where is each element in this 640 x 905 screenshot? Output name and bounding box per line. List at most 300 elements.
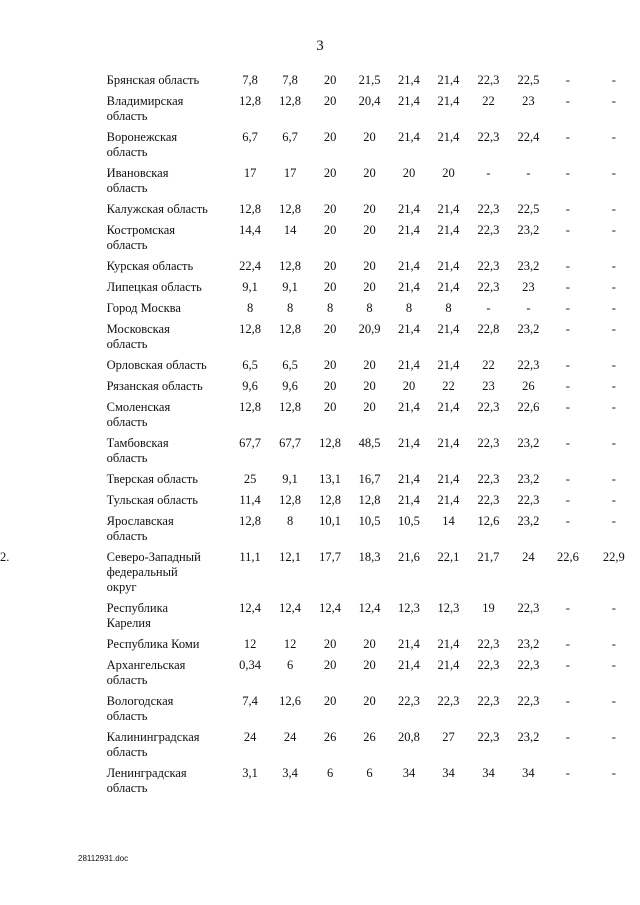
table-row — [0, 655, 640, 691]
value-cell: 22,3 — [477, 130, 500, 144]
row-number — [0, 319, 107, 355]
value-cell: - — [565, 658, 570, 672]
value-cell: - — [565, 694, 570, 708]
table-row — [0, 634, 640, 655]
value-cell: 6 — [366, 766, 373, 780]
value-cell: 22,3 — [517, 694, 540, 708]
value-cell: - — [526, 301, 531, 315]
value-cell: 23,2 — [517, 223, 540, 237]
value-cell: - — [611, 472, 616, 486]
value-cell: - — [565, 301, 570, 315]
value-cell: - — [565, 493, 570, 507]
region-name: Владимирская область — [106, 94, 184, 123]
value-cell: 11,4 — [239, 493, 261, 507]
value-cell: 22,3 — [477, 436, 500, 450]
value-cell: 23,2 — [517, 436, 540, 450]
value-cell: - — [565, 322, 570, 336]
region-name: Рязанская область — [106, 379, 203, 393]
value-cell: 20,8 — [398, 730, 420, 744]
region-name: Ленинградская область — [106, 766, 187, 795]
value-cell: - — [565, 280, 570, 294]
value-cell: 12,3 — [398, 601, 420, 615]
value-cell: 22,3 — [477, 730, 500, 744]
value-cell: 21,4 — [398, 358, 420, 372]
value-cell: 22,3 — [477, 658, 500, 672]
region-name: Смоленская область — [106, 400, 171, 429]
value-cell: 7,8 — [282, 73, 298, 87]
value-cell: - — [486, 301, 491, 315]
value-cell: 10,5 — [358, 514, 381, 528]
value-cell: 22,5 — [517, 202, 540, 216]
row-number — [0, 763, 107, 799]
value-cell: 20 — [363, 400, 376, 414]
value-cell: - — [611, 130, 616, 144]
value-cell: 20 — [363, 358, 376, 372]
value-cell: 22,3 — [517, 358, 540, 372]
row-number — [0, 220, 107, 256]
value-cell: 20 — [363, 259, 376, 273]
value-cell: 20 — [323, 94, 337, 108]
value-cell: 21,4 — [437, 73, 460, 87]
table-row — [0, 511, 640, 547]
value-cell: 12,8 — [239, 94, 262, 108]
value-cell: 9,6 — [242, 379, 258, 393]
value-cell: 22,3 — [477, 637, 500, 651]
value-cell: - — [565, 472, 570, 486]
value-cell: 21,4 — [398, 280, 420, 294]
value-cell: 20 — [363, 379, 376, 393]
value-cell: 20 — [323, 658, 337, 672]
row-number — [0, 433, 107, 469]
value-cell: - — [565, 514, 570, 528]
value-cell: 20 — [363, 280, 376, 294]
value-cell: - — [526, 166, 531, 180]
value-cell: 21,4 — [437, 280, 460, 294]
value-cell: 23,2 — [517, 637, 540, 651]
value-cell: - — [611, 601, 616, 615]
value-cell: 12,8 — [279, 322, 302, 336]
value-cell: 21,4 — [398, 94, 420, 108]
value-cell: 48,5 — [358, 436, 381, 450]
value-cell: - — [611, 730, 616, 744]
value-cell: 22,3 — [517, 493, 540, 507]
value-cell: 23,2 — [517, 472, 540, 486]
value-cell: - — [565, 637, 570, 651]
value-cell: 20,4 — [358, 94, 381, 108]
value-cell: 12,4 — [358, 601, 381, 615]
value-cell: 12,8 — [279, 94, 302, 108]
table-row — [0, 691, 640, 727]
value-cell: 20 — [323, 130, 337, 144]
value-cell: - — [565, 730, 570, 744]
table-row — [0, 598, 640, 634]
value-cell: 14 — [283, 223, 297, 237]
value-cell: 9,1 — [282, 280, 298, 294]
value-cell: 20 — [442, 166, 455, 180]
value-cell: - — [611, 280, 616, 294]
value-cell: 22 — [482, 358, 495, 372]
value-cell: 20 — [323, 166, 337, 180]
value-cell: - — [611, 379, 616, 393]
region-name: Калининградская область — [106, 730, 200, 759]
value-cell: - — [565, 94, 570, 108]
value-cell: 6 — [326, 766, 334, 780]
value-cell: 20 — [402, 166, 416, 180]
value-cell: 12,1 — [279, 550, 302, 564]
value-cell: 22,3 — [437, 694, 460, 708]
value-cell: 14 — [442, 514, 455, 528]
table-row — [0, 490, 640, 511]
table-row — [0, 163, 640, 199]
value-cell: 16,7 — [358, 472, 381, 486]
region-name: Брянская область — [106, 73, 200, 87]
table-row — [0, 298, 640, 319]
value-cell: 7,4 — [242, 694, 258, 708]
value-cell: 12,8 — [239, 514, 262, 528]
value-cell: 22,3 — [477, 493, 500, 507]
region-name: Орловская область — [106, 358, 207, 372]
row-number — [0, 127, 107, 163]
value-cell: 20 — [323, 322, 337, 336]
value-cell: 9,6 — [282, 379, 298, 393]
value-cell: 12,8 — [319, 493, 342, 507]
region-name: Тверская область — [106, 472, 198, 486]
value-cell: 23,2 — [517, 730, 540, 744]
table-row — [0, 127, 640, 163]
row-number — [0, 655, 107, 691]
value-cell: 8 — [286, 301, 294, 315]
value-cell: 12,6 — [279, 694, 302, 708]
table-row — [0, 220, 640, 256]
table-row — [0, 433, 640, 469]
value-cell: 8 — [445, 301, 452, 315]
value-cell: 26 — [522, 379, 535, 393]
value-cell: 0,34 — [239, 658, 262, 672]
value-cell: 21,4 — [437, 322, 460, 336]
value-cell: - — [565, 379, 570, 393]
value-cell: 22,3 — [517, 601, 540, 615]
value-cell: 8 — [366, 301, 373, 315]
value-cell: 8 — [405, 301, 413, 315]
value-cell: 20 — [363, 166, 376, 180]
value-cell: 23,2 — [517, 322, 540, 336]
row-number — [0, 397, 107, 433]
table-row — [0, 355, 640, 376]
value-cell: - — [611, 400, 616, 414]
value-cell: 22,3 — [477, 472, 500, 486]
value-cell: 13,1 — [319, 472, 342, 486]
value-cell: 34 — [402, 766, 416, 780]
row-number — [0, 376, 107, 397]
value-cell: 12,4 — [239, 601, 262, 615]
value-cell: 20 — [363, 694, 376, 708]
row-number — [0, 298, 107, 319]
value-cell: - — [611, 301, 616, 315]
value-cell: 67,7 — [239, 436, 262, 450]
value-cell: 23 — [482, 379, 495, 393]
value-cell: 6,7 — [242, 130, 258, 144]
value-cell: 25 — [243, 472, 257, 486]
value-cell: 67,7 — [279, 436, 302, 450]
value-cell: 21,4 — [437, 658, 460, 672]
row-number — [0, 727, 107, 763]
value-cell: 21,4 — [398, 658, 420, 672]
value-cell: 12,8 — [239, 400, 262, 414]
value-cell: 21,4 — [398, 202, 420, 216]
value-cell: 12,4 — [279, 601, 302, 615]
value-cell: 18,3 — [358, 550, 381, 564]
table-row — [0, 91, 640, 127]
region-name: Архангельская область — [106, 658, 186, 687]
value-cell: 12 — [243, 637, 257, 651]
row-number — [0, 199, 107, 220]
value-cell: - — [611, 358, 616, 372]
region-name: Вологодская область — [106, 694, 174, 723]
value-cell: 8 — [246, 301, 254, 315]
value-cell: 11,1 — [239, 550, 261, 564]
value-cell: - — [565, 259, 570, 273]
value-cell: 20 — [323, 73, 337, 87]
value-cell: - — [565, 358, 570, 372]
value-cell: - — [611, 73, 616, 87]
region-name: Калужская область — [106, 202, 208, 216]
value-cell: 21,4 — [398, 493, 420, 507]
value-cell: 22,3 — [477, 202, 500, 216]
value-cell: 21,4 — [398, 400, 420, 414]
value-cell: 12,3 — [437, 601, 460, 615]
table-row — [0, 376, 640, 397]
value-cell: 21,4 — [437, 400, 460, 414]
value-cell: 20 — [363, 202, 376, 216]
value-cell: - — [611, 637, 616, 651]
value-cell: 17 — [243, 166, 257, 180]
value-cell: 21,4 — [398, 472, 420, 486]
table-row — [0, 397, 640, 433]
value-cell: 17 — [283, 166, 297, 180]
value-cell: 9,1 — [282, 472, 298, 486]
value-cell: 21,6 — [398, 550, 420, 564]
value-cell: 22,1 — [437, 550, 460, 564]
value-cell: - — [565, 436, 570, 450]
value-cell: 12,8 — [279, 202, 302, 216]
value-cell: - — [565, 223, 570, 237]
value-cell: 23 — [522, 280, 535, 294]
value-cell: 20 — [323, 280, 337, 294]
value-cell: 20 — [402, 379, 416, 393]
value-cell: 21,4 — [398, 322, 420, 336]
value-cell: 7,8 — [242, 73, 258, 87]
value-cell: 21,4 — [437, 493, 460, 507]
value-cell: - — [611, 259, 616, 273]
value-cell: - — [611, 166, 616, 180]
row-number: 2. — [0, 550, 10, 564]
footer-filename: 28112931.doc — [78, 854, 129, 863]
region-name: Город Москва — [106, 301, 181, 315]
value-cell: 34 — [442, 766, 455, 780]
value-cell: 21,4 — [398, 73, 420, 87]
value-cell: 24 — [522, 550, 535, 564]
row-number — [0, 490, 107, 511]
value-cell: 21,4 — [437, 94, 460, 108]
value-cell: 6 — [286, 658, 294, 672]
value-cell: 24 — [243, 730, 257, 744]
value-cell: - — [611, 658, 616, 672]
value-cell: 21,4 — [398, 259, 420, 273]
table-row — [0, 469, 640, 490]
row-number — [0, 355, 107, 376]
value-cell: 21,4 — [437, 637, 460, 651]
value-cell: - — [611, 694, 616, 708]
region-name: Ярославская область — [106, 514, 174, 543]
region-name: Костромская область — [106, 223, 175, 252]
value-cell: 21,4 — [437, 259, 460, 273]
value-cell: 20 — [363, 130, 376, 144]
table-row — [0, 277, 640, 298]
region-name: Северо-Западный федеральный округ — [106, 550, 201, 594]
value-cell: 21,4 — [437, 358, 460, 372]
value-cell: 20 — [363, 223, 376, 237]
region-name: Курская область — [106, 259, 194, 273]
region-name: Республика Коми — [106, 637, 200, 651]
value-cell: 21,4 — [437, 202, 460, 216]
value-cell: 22,9 — [602, 550, 625, 564]
value-cell: 20 — [323, 400, 337, 414]
value-cell: 20,9 — [358, 322, 381, 336]
row-number — [0, 163, 107, 199]
value-cell: 23,2 — [517, 514, 540, 528]
value-cell: 22,3 — [477, 280, 500, 294]
row-number — [0, 598, 107, 634]
value-cell: 3,4 — [282, 766, 298, 780]
value-cell: 24 — [283, 730, 297, 744]
value-cell: 20 — [363, 637, 376, 651]
value-cell: 21,4 — [398, 436, 420, 450]
row-number — [0, 256, 107, 277]
region-name: Ивановская область — [106, 166, 169, 195]
value-cell: 22 — [442, 379, 455, 393]
value-cell: 26 — [323, 730, 337, 744]
value-cell: 17,7 — [319, 550, 342, 564]
value-cell: 20 — [323, 379, 337, 393]
row-number — [0, 511, 107, 547]
value-cell: - — [611, 766, 616, 780]
value-cell: - — [611, 493, 616, 507]
value-cell: 21,4 — [437, 472, 460, 486]
row-number — [0, 691, 107, 727]
value-cell: - — [565, 601, 570, 615]
value-cell: 9,1 — [242, 280, 258, 294]
value-cell: - — [611, 514, 616, 528]
value-cell: 22,3 — [477, 223, 500, 237]
value-cell: 22,3 — [398, 694, 420, 708]
value-cell: 12,4 — [319, 601, 342, 615]
value-cell: - — [565, 73, 570, 87]
value-cell: 20 — [323, 637, 337, 651]
table-row — [0, 727, 640, 763]
value-cell: 12,8 — [279, 400, 302, 414]
value-cell: - — [486, 166, 491, 180]
value-cell: 8 — [326, 301, 334, 315]
value-cell: 22,3 — [477, 694, 500, 708]
region-name: Тамбовская область — [106, 436, 169, 465]
value-cell: 21,4 — [437, 130, 460, 144]
table-row — [0, 319, 640, 355]
value-cell: 21,5 — [358, 73, 381, 87]
value-cell: 21,4 — [398, 130, 420, 144]
value-cell: 3,1 — [242, 766, 258, 780]
value-cell: 21,4 — [398, 637, 420, 651]
value-cell: 20 — [323, 358, 337, 372]
value-cell: 21,7 — [477, 550, 500, 564]
value-cell: - — [565, 202, 570, 216]
table-row — [0, 547, 640, 598]
value-cell: 6,5 — [242, 358, 258, 372]
value-cell: 23 — [522, 94, 535, 108]
value-cell: 22,8 — [477, 322, 500, 336]
value-cell: - — [611, 202, 616, 216]
row-number — [0, 277, 107, 298]
row-number — [0, 91, 107, 127]
table-row — [0, 256, 640, 277]
value-cell: 10,1 — [319, 514, 342, 528]
value-cell: 22,3 — [477, 259, 500, 273]
value-cell: 34 — [522, 766, 535, 780]
value-cell: 21,4 — [437, 436, 460, 450]
row-number — [0, 70, 107, 91]
value-cell: 22,5 — [517, 73, 540, 87]
value-cell: 21,4 — [437, 223, 460, 237]
value-cell: 21,4 — [398, 223, 420, 237]
region-name: Республика Карелия — [106, 601, 169, 630]
table-row — [0, 199, 640, 220]
value-cell: - — [565, 400, 570, 414]
value-cell: 12,8 — [319, 436, 342, 450]
value-cell: 20 — [323, 223, 337, 237]
value-cell: 19 — [482, 601, 495, 615]
tariff-table — [0, 70, 640, 799]
value-cell: 22,3 — [477, 400, 500, 414]
value-cell: 12,8 — [239, 322, 262, 336]
value-cell: 27 — [442, 730, 455, 744]
value-cell: 12 — [283, 637, 297, 651]
region-name: Московская область — [106, 322, 170, 351]
value-cell: - — [565, 130, 570, 144]
value-cell: 8 — [286, 514, 294, 528]
row-number — [0, 469, 107, 490]
value-cell: 6,7 — [282, 130, 298, 144]
region-name: Липецкая область — [106, 280, 202, 294]
value-cell: 20 — [323, 202, 337, 216]
table-row — [0, 763, 640, 799]
region-name: Воронежская область — [106, 130, 178, 159]
value-cell: 12,8 — [358, 493, 381, 507]
row-number — [0, 634, 107, 655]
value-cell: 22,3 — [517, 658, 540, 672]
value-cell: 20 — [323, 694, 337, 708]
value-cell: 20 — [323, 259, 337, 273]
value-cell: 22,4 — [517, 130, 540, 144]
value-cell: - — [611, 94, 616, 108]
value-cell: 12,8 — [239, 202, 262, 216]
value-cell: 26 — [363, 730, 376, 744]
value-cell: 22,4 — [239, 259, 262, 273]
value-cell: 34 — [482, 766, 495, 780]
value-cell: 12,8 — [279, 493, 302, 507]
value-cell: 14,4 — [239, 223, 262, 237]
value-cell: 10,5 — [398, 514, 420, 528]
value-cell: - — [565, 766, 570, 780]
region-name: Тульская область — [106, 493, 198, 507]
